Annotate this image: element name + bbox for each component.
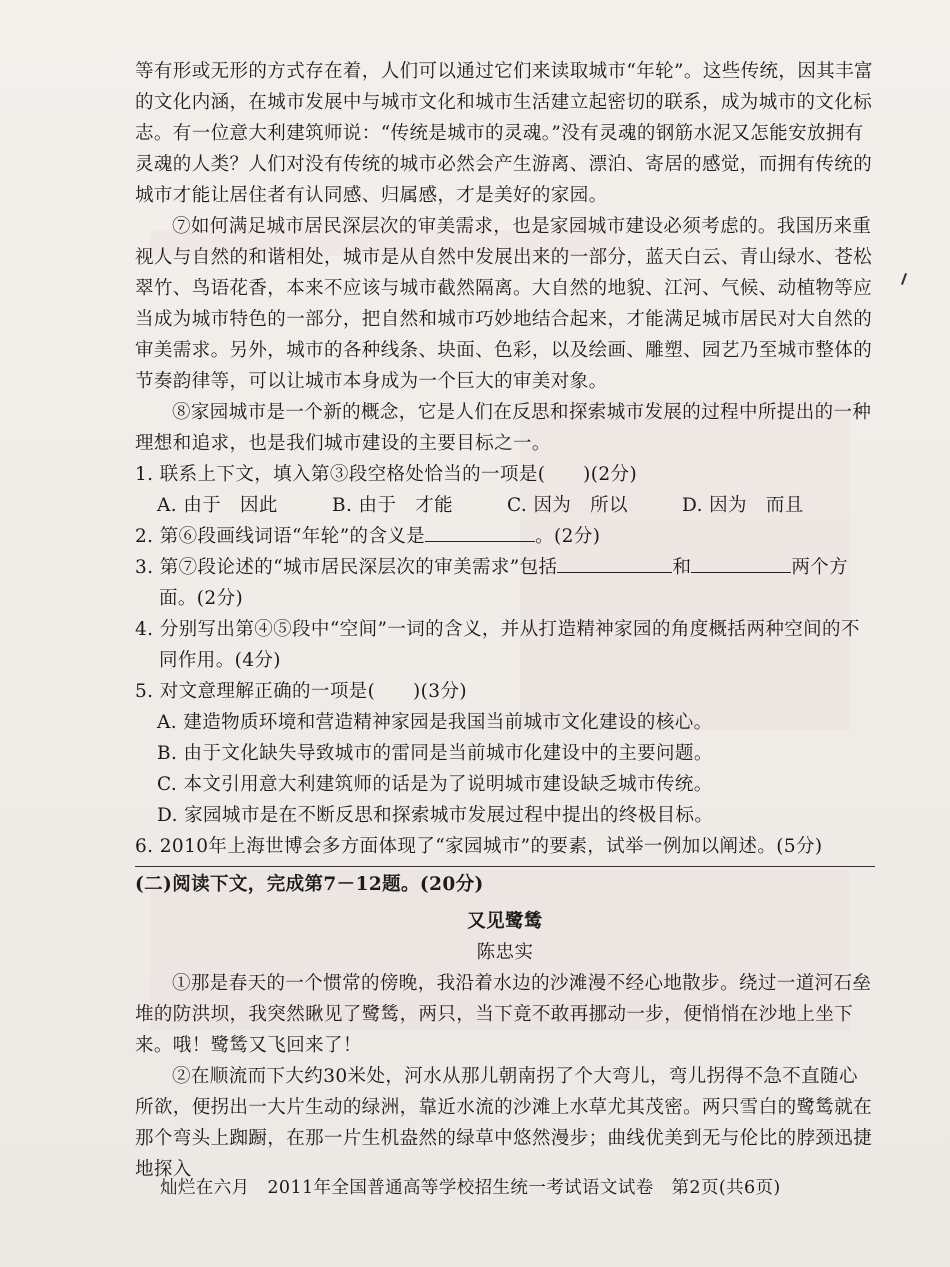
option-d: D. 因为 而且 bbox=[682, 495, 804, 516]
question-2-text: 2. 第⑥段画线词语“年轮”的含义是 bbox=[135, 526, 426, 547]
option-c: C. 因为 所以 bbox=[507, 495, 628, 516]
pen-mark bbox=[901, 273, 907, 285]
question-5: 5. 对文意理解正确的一项是( )(3分) bbox=[135, 681, 467, 702]
question-1-options bbox=[135, 490, 875, 521]
passage-paragraph-7: ⑦如何满足城市居民深层次的审美需求，也是家园城市建设必须考虑的。我国历来重视人与自然的和谐相处，城市是从自然中发展出来的一部分，蓝天白云、青山绿水、苍松翠竹、鸟语花香，本来不应该与城市截然隔离。大自然的地貌、江河、气候、动植物等应当成为城市特色的一部分，把自然和城市巧妙地结合起来，才能满足城市居民对大自然的审美需求。另外，城市的各种线条、块面、色彩，以及绘画、雕塑、园艺乃至城市整体的节奏韵律等，可以让城市本身成为一个巨大的审美对象。 bbox=[135, 216, 873, 392]
section-2-heading: (二)阅读下文，完成第7－12题。(20分) bbox=[135, 874, 484, 895]
answer-blank[interactable] bbox=[425, 521, 535, 542]
passage-paragraph-6-end: 等有形或无形的方式存在着，人们可以通过它们来读取城市“年轮”。这些传统，因其丰富的文化内涵，在城市发展中与城市文化和城市生活建立起密切的联系，成为城市的文化标志。有一位意大利建筑师说：“传统是城市的灵魂。”没有灵魂的钢筋水泥又怎能安放拥有灵魂的人类？人们对没有传统的城市必然会产生游离、漂泊、寄居的感觉，而拥有传统的城市才能让居住者有认同感、归属感，才是美好的家园。 bbox=[135, 61, 873, 206]
page-content bbox=[135, 56, 875, 1185]
article-paragraph-2: ②在顺流而下大约30米处，河水从那儿朝南拐了个大弯儿，弯儿拐得不急不直随心所欲，便拐出一大片生动的绿洲，靠近水流的沙滩上水草尤其茂密。两只雪白的鹭鸶就在那个弯头上踟蹰，在那一片生机盎然的绿草中悠然漫步；曲线优美到无与伦比的脖颈迅捷地探入 bbox=[135, 1066, 873, 1180]
answer-blank-1[interactable] bbox=[557, 552, 672, 573]
answer-blank-2[interactable] bbox=[691, 552, 791, 573]
option-b: B. 由于 才能 bbox=[332, 495, 454, 516]
question-4: 4. 分别写出第④⑤段中“空间”一词的含义，并从打造精神家园的角度概括两种空间的不同作用。(4分) bbox=[135, 619, 860, 671]
page-footer: 灿烂在六月 2011年全国普通高等学校招生统一考试语文试卷 第2页(共6页) bbox=[160, 1178, 781, 1198]
answer-line bbox=[135, 866, 875, 867]
question-1: 1. 联系上下文，填入第③段空格处恰当的一项是( )(2分) bbox=[135, 464, 638, 485]
option-a: A. 由于 因此 bbox=[157, 495, 278, 516]
question-5-option-d: D. 家园城市是在不断反思和探索城市发展过程中提出的终极目标。 bbox=[157, 805, 714, 826]
article-title: 又见鹭鸶 bbox=[467, 911, 543, 932]
question-3-points: 两个方面。(2分) bbox=[159, 557, 849, 609]
question-5-option-a: A. 建造物质环境和营造精神家园是我国当前城市文化建设的核心。 bbox=[157, 712, 713, 733]
question-5-option-b: B. 由于文化缺失导致城市的雷同是当前城市化建设中的主要问题。 bbox=[157, 743, 713, 764]
question-5-option-c: C. 本文引用意大利建筑师的话是为了说明城市建设缺乏城市传统。 bbox=[157, 774, 713, 795]
question-2-points: 。(2分) bbox=[535, 526, 601, 547]
passage-paragraph-8: ⑧家园城市是一个新的概念，它是人们在反思和探索城市发展的过程中所提出的一种理想和追求，也是我们城市建设的主要目标之一。 bbox=[135, 402, 872, 454]
question-3 bbox=[135, 552, 875, 614]
question-6: 6. 2010年上海世博会多方面体现了“家园城市”的要素，试举一例加以阐述。(5分) bbox=[135, 836, 823, 857]
article-paragraph-1: ①那是春天的一个惯常的傍晚，我沿着水边的沙滩漫不经心地散步。绕过一道河石垒堆的防洪坝，我突然瞅见了鹭鸶，两只，当下竟不敢再挪动一步，便悄悄在沙地上坐下来。哦！鹭鸶又飞回来了！ bbox=[135, 973, 872, 1056]
question-2 bbox=[135, 521, 875, 552]
article-author: 陈忠实 bbox=[476, 942, 534, 963]
question-3-and: 和 bbox=[672, 557, 692, 578]
question-3-text: 3. 第⑦段论述的“城市居民深层次的审美需求”包括 bbox=[135, 557, 558, 578]
